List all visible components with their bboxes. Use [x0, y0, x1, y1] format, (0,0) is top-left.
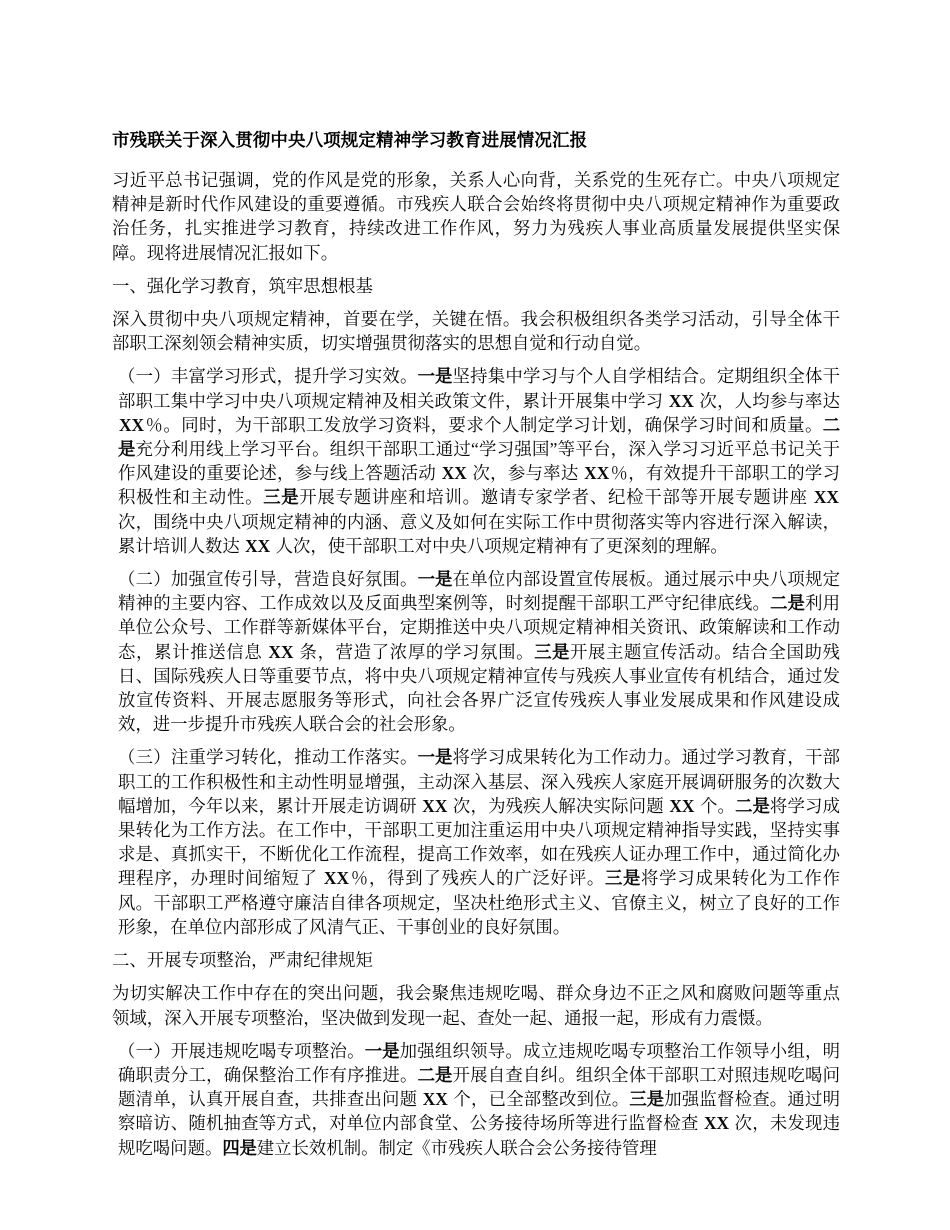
item-text: 将学习成果转化为工作作风。干部职工严格遵守廉洁自律各项规定，坚决杜绝形式主义、官僚主义，树立了良好的工作形象，在单位内部形成了风清气正、干事创业的良好氛围。 — [118, 868, 840, 937]
placeholder-number: XX — [703, 1113, 730, 1134]
placeholder-number: XX — [422, 795, 448, 816]
item-text: 将学习成果转化为工作方法。在工作中，干部职工更加注重运用中央八项规定精神指导实践，坚持实事求是、真抓实干，不断优化工作流程，提高工作效率，如在残疾人证办理工作中，通过简化办理程序，办理时间缩短了 — [118, 795, 840, 889]
item-text: 将学习成果转化为工作动力。通过学习教育，干部职工的工作积极性和主动性明显增强，主动深入基层、深入残疾人家庭开展调研服务的次数大幅增加，今年以来，累计开展走访调研 — [118, 747, 840, 816]
marker-ershi: 二是 — [735, 795, 770, 816]
item-text: 个，已全部整改到位。 — [448, 1089, 630, 1110]
marker-sanshi: 三是 — [534, 641, 570, 662]
item-text: 加强组织领导。成立违规吃喝专项整治工作领导小组，明确职责分工，确保整治工作有序推进。 — [118, 1040, 840, 1085]
marker-ershi: 二是 — [118, 414, 840, 460]
marker-sanshi: 三是 — [263, 487, 300, 508]
section-1-item-3 — [112, 745, 840, 939]
item-text: 利用单位公众号、工作群等新媒体平台，定期推送中央八项规定精神相关资讯、政策解读和工作动态，累计推送信息 — [118, 593, 840, 662]
placeholder-number: XX — [245, 535, 271, 556]
marker-sishi: 四是 — [222, 1137, 257, 1158]
item-text: 充分利用线上学习平台。组织干部职工通过“学习强国”等平台，深入学习习近平总书记关于作风建设的重要论述，参与线上答题活动 — [118, 439, 840, 484]
item-text: 个。 — [695, 795, 736, 816]
item-text: 次，参与率达 — [467, 463, 584, 484]
section-1-item-1 — [112, 364, 840, 558]
item-text: ％，有效提升干部职工的学习积极性和主动性。 — [118, 463, 840, 508]
item-text: ％。同时，为干部职工发放学习资料，要求个人制定学习计划，确保学习时间和质量。 — [145, 414, 823, 435]
item-text: 开展自查自纠。组织全体干部职工对照违规吃喝问题清单，认真开展自查，共排查出问题 — [118, 1064, 840, 1110]
item-text: 坚持集中学习与个人自学相结合。定期组织全体干部职工集中学习中央八项规定精神及相关政策文件，累计开展集中学习 — [118, 366, 840, 411]
section-1-item-2 — [112, 567, 840, 736]
item-prefix: （三）注重学习转化，推动工作落实。 — [118, 747, 418, 768]
item-prefix: （二）加强宣传引导，营造良好氛围。 — [118, 569, 418, 590]
item-text: 次，人均参与率达 — [694, 390, 840, 411]
placeholder-number: XX — [584, 463, 610, 484]
placeholder-number: XX — [323, 868, 350, 889]
item-text: 条，营造了浓厚的学习氛围。 — [294, 641, 535, 662]
item-text: 次，围绕中央八项规定精神的内涵、意义及如何在实际工作中贯彻落实等内容进行深入解读，累计培训人数达 — [118, 511, 840, 556]
placeholder-number: XX — [669, 795, 695, 816]
marker-yishi: 一是 — [364, 1040, 400, 1061]
item-text: 人次，使干部职工对中央八项规定精神有了更深刻的理解。 — [271, 535, 728, 556]
item-prefix: （一）开展违规吃喝专项整治。 — [118, 1040, 365, 1061]
marker-sanshi: 三是 — [605, 868, 641, 889]
section-2-item-1 — [112, 1039, 840, 1160]
item-text: 在单位内部设置宣传展板。通过展示中央八项规定精神的主要内容、工作成效以及反面典型案例等，时刻提醒干部职工严守纪律底线。 — [118, 569, 840, 614]
section-1-lead: 深入贯彻中央八项规定精神，首要在学，关键在悟。我会积极组织各类学习活动，引导全体干部职工深刻领会精神实质，切实增强贯彻落实的思想自觉和行动自觉。 — [112, 309, 840, 354]
placeholder-number: XX — [422, 1089, 448, 1110]
item-text: 次，未发现违规吃喝问题。 — [118, 1113, 840, 1158]
marker-yishi: 一是 — [417, 747, 453, 768]
marker-yishi: 一是 — [417, 366, 453, 387]
section-2-lead: 为切实解决工作中存在的突出问题，我会聚焦违规吃喝、群众身边不正之风和腐败问题等重点领域，深入开展专项整治，坚决做到发现一起、查处一起、通报一起，形成有力震慑。 — [112, 983, 840, 1028]
placeholder-number: XX — [668, 390, 694, 411]
item-text: ％，得到了残疾人的广泛好评。 — [350, 868, 606, 889]
item-text: 加强监督检查。通过明察暗访、随机抽查等方式，对单位内部食堂、公务接待场所等进行监督检查 — [118, 1089, 840, 1134]
marker-ershi: 二是 — [417, 1064, 453, 1085]
placeholder-number: XX — [813, 487, 839, 508]
item-text: 开展主题宣传活动。结合全国助残日、国际残疾人日等重要节点，将中央八项规定精神宣传与残疾人事业宣传有机结合，通过发放宣传资料、开展志愿服务等形式，向社会各界广泛宣传残疾人事业发展成果和作风建设成效，进一步提升市残疾人联合会的社会形象。 — [118, 641, 840, 735]
marker-sanshi: 三是 — [629, 1089, 665, 1110]
item-text: 建立长效机制。制定《市残疾人联合会公务接待管理 — [256, 1137, 657, 1158]
intro-paragraph: 习近平总书记强调，党的作风是党的形象，关系人心向背，关系党的生死存亡。中央八项规定精神是新时代作风建设的重要遵循。市残疾人联合会始终将贯彻中央八项规定精神作为重要政治任务，扎实推进学习教育，持续改进工作作风，努力为残疾人事业高质量发展提供坚实保障。现将进展情况汇报如下。 — [112, 170, 840, 263]
placeholder-number: XX — [119, 414, 145, 435]
marker-yishi: 一是 — [417, 569, 453, 590]
item-prefix: （一）丰富学习形式，提升学习实效。 — [118, 366, 418, 387]
page-title: 市残联关于深入贯彻中央八项规定精神学习教育进展情况汇报 — [112, 130, 588, 150]
section-heading-1: 一、强化学习教育，筑牢思想根基 — [112, 275, 373, 296]
item-text: 开展专题讲座和培训。邀请专家学者、纪检干部等开展专题讲座 — [299, 487, 813, 508]
section-heading-2: 二、开展专项整治，严肃纪律规矩 — [112, 950, 373, 971]
placeholder-number: XX — [268, 641, 294, 662]
item-text: 次，为残疾人解决实际问题 — [448, 795, 669, 816]
placeholder-number: XX — [441, 463, 467, 484]
marker-ershi: 二是 — [770, 593, 805, 614]
